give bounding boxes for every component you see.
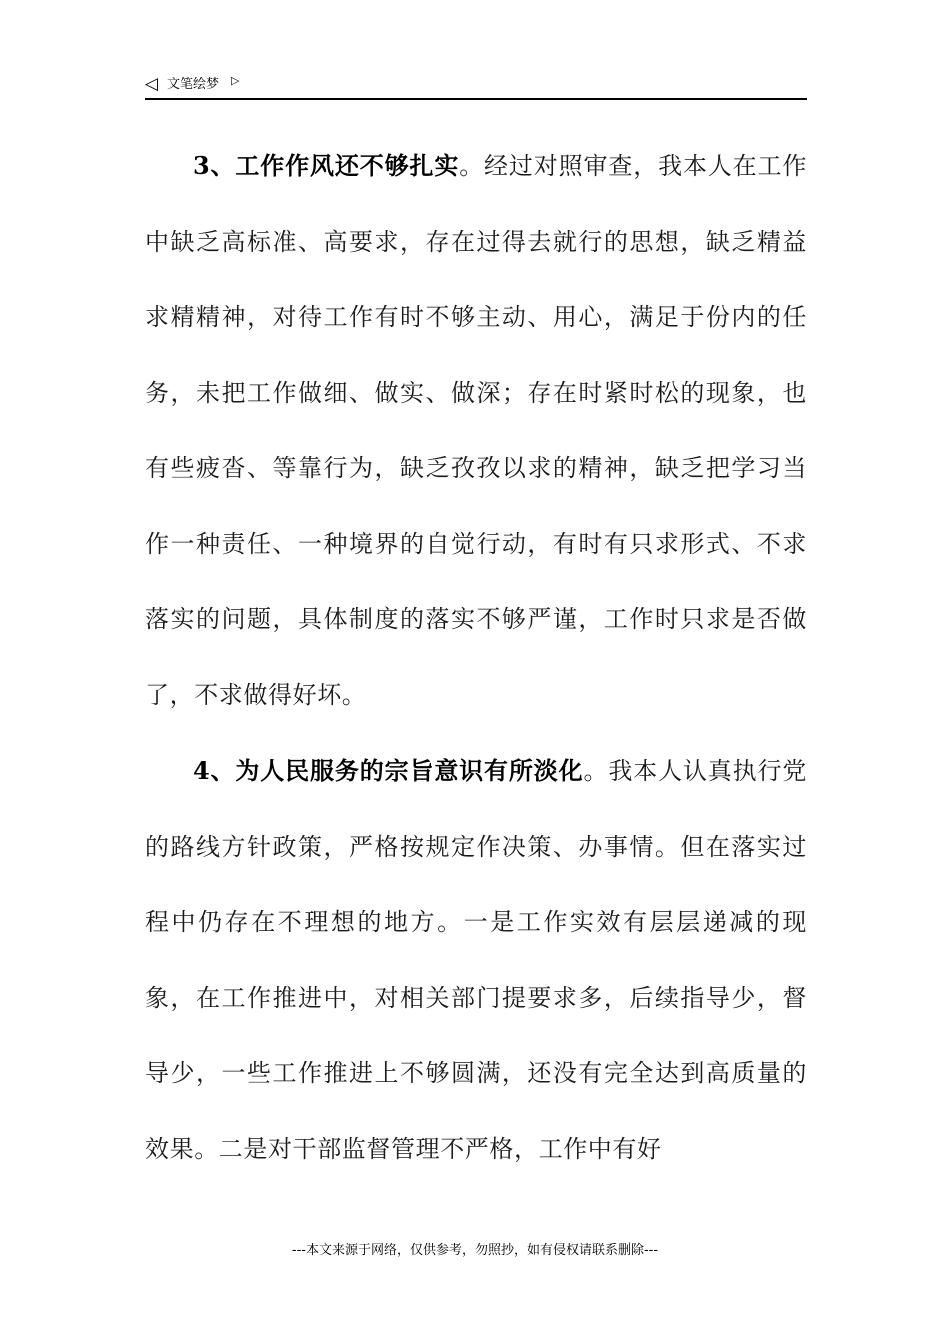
paragraph-3 (145, 128, 807, 733)
paragraph-4 (145, 733, 807, 1187)
document-body (145, 128, 807, 1187)
left-triangle-icon: ◁ (145, 74, 159, 94)
header-title: 文笔绘梦 (167, 77, 220, 92)
paragraph-3-text: 。经过对照审查，我本人在工作中缺乏高标准、高要求，存在过得去就行的思想，缺乏精益求精精神，对待工作有时不够主动、用心，满足于份内的任务，未把工作做细、做实、做深；存在时紧时松的现象，也有些疲沓、等靠行为，缺乏孜孜以求的精神，缺乏把学习当作一种责任、一种境界的自觉行动，有时有只求形式、不求落实的问题，具体制度的落实不够严谨，工作时只求是否做了，不求做得好坏。 (145, 152, 807, 709)
paragraph-3-heading: 3、工作作风还不够扎实 (193, 151, 460, 180)
page-footer: ---本文来源于网络，仅供参考，勿照抄，如有侵权请联系删除--- (291, 1243, 659, 1258)
paragraph-4-heading: 4、为人民服务的宗旨意识有所淡化 (193, 756, 584, 785)
right-triangle-icon: ▷ (231, 74, 240, 87)
page-header (145, 72, 807, 100)
paragraph-4-text: 。我本人认真执行党的路线方针政策，严格按规定作决策、办事情。但在落实过程中仍存在不理想的地方。一是工作实效有层层递减的现象，在工作推进中，对相关部门提要求多，后续指导少，督导少，一些工作推进上不够圆满，还没有完全达到高质量的效果。二是对干部监督管理不严格，工作中有好 (145, 757, 807, 1163)
